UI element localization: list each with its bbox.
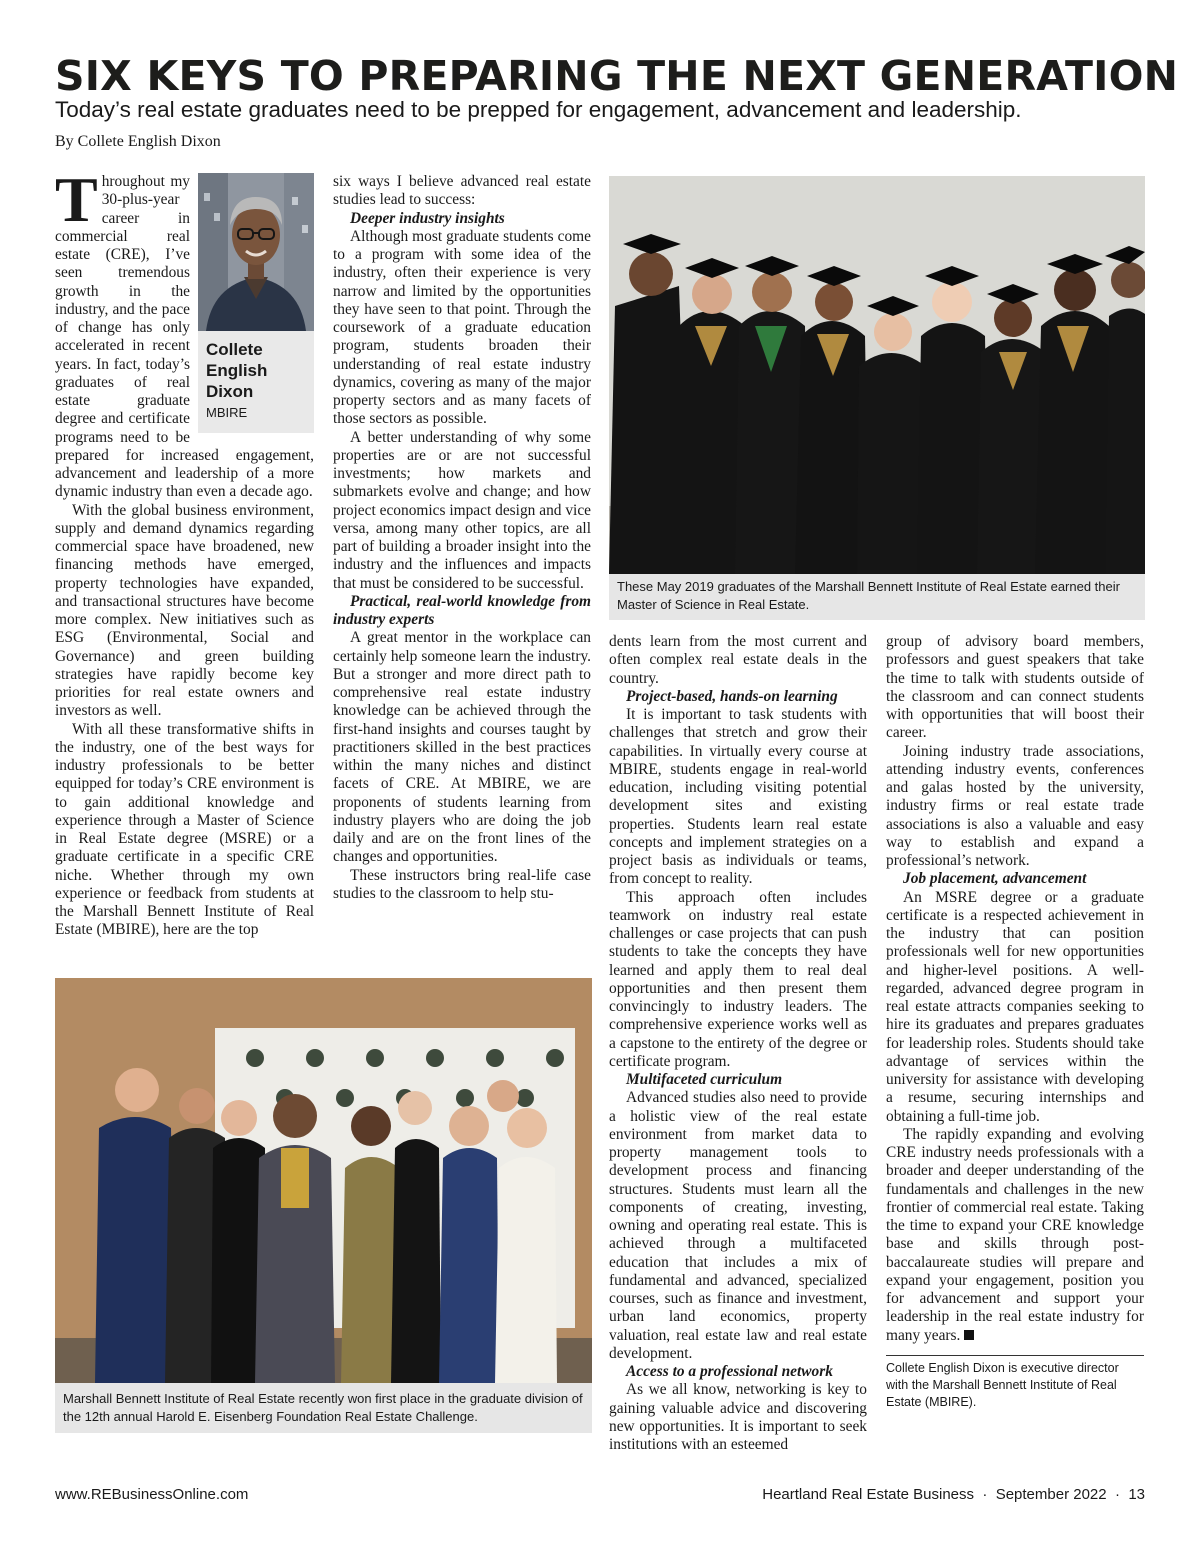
paragraph: It is important to task students with challenges that stretch and grow their capabilities. In virtually every course at MBIRE, students engage in real-world education, including visiting potential development sites and existing properties. Students learn real estate concepts and implement strategies on a project basis as individuals or teams, from concept to reality. — [609, 706, 867, 888]
competition-winners-photo — [55, 978, 592, 1433]
paragraph: An MSRE degree or a graduate certificate is a respected achievement in the industry that can position professionals well for new opportunities and higher-level positions. A well-regarded, advanced degree program in real estate attracts companies seeking to hire its graduates and prepares graduates for leadership roles. Students should take advantage of services within the university for assistance with developing a resume, securing internships and obtaining a full-time job. — [886, 888, 1144, 1125]
footer-separator: · — [982, 1486, 988, 1503]
footer-page-number: 13 — [1128, 1486, 1145, 1503]
paragraph: This approach often includes teamwork on industry real estate challenges or case projects that can push students to take the concepts they have learned and apply them to real deal opportunities and then present them convincingly to industry leaders. The comprehensive experience works well as a capstone to the entirety of the degree or certificate program. — [609, 888, 867, 1070]
column-2 — [333, 173, 591, 903]
paragraph: As we all know, networking is key to gaining valuable advice and discovering new opportunities. It is important to seek institutions with an esteemed — [609, 1381, 867, 1453]
paragraph: With the global business environment, supply and demand dynamics regarding commercial space have broadened, new financing methods have emerged, property technologies have expanded, and transactional structures have become more complex. New initiatives such as ESG (Environmental, Social and Governance) and green building strategies have rapidly become key priorities for real estate owners and investors as well. — [55, 501, 314, 720]
paragraph: Although most graduate students come to a program with some idea of the industry, often their experience is very narrow and limited by the opportunities they have seen to that point. Through the coursework of a graduate education program, students broaden their understanding of real estate industry dynamics, covering as many of the major property sectors and as many facets of those sectors as possible. — [333, 227, 591, 428]
subhead-deeper-insights: Deeper industry insights — [350, 209, 505, 227]
column-1 — [55, 164, 314, 940]
subhead-job-placement: Job placement, advancement — [903, 870, 1087, 888]
byline: By Collete English Dixon — [55, 133, 221, 150]
graduates-photo-caption: These May 2019 graduates of the Marshall Bennett Institute of Real Estate earned their Master of Science in Real Estate. — [609, 574, 1145, 620]
footer-issue: September 2022 — [995, 1486, 1107, 1503]
column-3 — [609, 633, 867, 1454]
end-mark-icon — [964, 1330, 974, 1340]
column-4 — [886, 633, 1144, 1345]
drop-cap: T — [55, 164, 98, 235]
headline: SIX KEYS TO PREPARING THE NEXT GENERATION — [55, 52, 1179, 100]
paragraph: A better understanding of why some properties are or are not successful investments; how markets and submarkets evolve and change; and how project economics impact design and vice versa, among many other topics, are all part of building a broader insight into the industry and the influences and impacts that must be considered to be successful. — [333, 428, 591, 592]
paragraph: With all these transformative shifts in the industry, one of the best ways for industry professionals to be better equipped for today’s CRE environment is to gain additional knowledge and experience through a Master of Science in Real Estate degree (MSRE) or a graduate certificate in a specific CRE niche. Whether through my own experience or feedback from students at the Marshall Bennett Institute of Real Estate (MBIRE), here are the top — [55, 720, 314, 939]
paragraph: These instructors bring real-life case studies to the classroom to help stu- — [333, 866, 591, 902]
paragraph: six ways I believe advanced real estate studies lead to success: — [333, 173, 591, 209]
portrait-name: Collete English Dixon — [206, 340, 268, 401]
subheadline: Today’s real estate graduates need to be prepped for engagement, advancement and leadership. — [55, 97, 1022, 122]
footer-publication-info — [762, 1485, 1145, 1505]
subhead-real-world-knowledge: Practical, real-world knowledge from industry experts — [333, 592, 591, 628]
paragraph: group of advisory board members, professors and guest speakers that take the time to talk with students outside of the classroom and can connect students with opportunities that will boost their career. — [886, 633, 1144, 742]
paragraph: Advanced studies also need to provide a holistic view of the real estate environment from market data to property management tools to development process and financing structures. Students must learn all the components of creating, investing, owning and operating real estate. This is achieved through a multifaceted education that includes a mix of fundamental and advanced, specialized courses, such as finance and investment, urban land economics, property valuation, real estate law and real estate development. — [609, 1089, 867, 1362]
paragraph: A great mentor in the workplace can certainly help someone learn the industry. But a stronger and more direct path to comprehensive real estate industry knowledge can be achieved through the first-hand insights and courses taught by practitioners skilled in the best practices within the many niches and distinct facets of CRE. At MBIRE, we are proponents of students learning from industry players who are doing the job daily and are on the front lines of the changes and opportunities. — [333, 629, 591, 866]
competition-winners-photo-caption: Marshall Bennett Institute of Real Estate recently won first place in the graduate division of the 12th annual Harold E. Eisenberg Foundation Real Estate Challenge. — [55, 1383, 592, 1433]
graduates-photo — [609, 176, 1145, 620]
author-bio: Collete English Dixon is executive director with the Marshall Bennett Institute of Real Estate (MBIRE). — [886, 1355, 1144, 1411]
portrait-affiliation: MBIRE — [206, 405, 248, 420]
graduates-photo-image — [609, 176, 1145, 574]
footer-publication: Heartland Real Estate Business — [762, 1486, 975, 1503]
paragraph: Joining industry trade associations, attending industry events, conferences and galas hosted by the university, industry firms or real estate trade associations is also a valuable and easy way to establish and expand a professional’s network. — [886, 742, 1144, 869]
author-photo — [198, 173, 314, 331]
subhead-multifaceted-curriculum: Multifaceted curriculum — [626, 1071, 783, 1088]
paragraph: dents learn from the most current and often complex real estate deals in the country. — [609, 633, 867, 687]
competition-winners-photo-image — [55, 978, 592, 1383]
subhead-professional-network: Access to a professional network — [626, 1363, 833, 1380]
intro-paragraph: Throughout my 30-plus-year career in commercial real estate (CRE), I’ve seen tremendous growth in the industry, and the pace of change has only accelerated in recent years. In fact, today’s graduates of real estate graduate degree and certificate programs need to be prepared for increased engagement, advancement and leadership of a more dynamic industry than even a decade ago. — [55, 164, 314, 501]
closing-paragraph: The rapidly expanding and evolving CRE industry needs professionals with a broader and deeper understanding of the fundamentals and challenges in the new frontier of commercial real estate. Taking the time to expand your CRE knowledge base and skills through post-baccalaureate studies will prepare and expand your engagement, position you for advancement and support your leadership in the real estate industry for many years. — [886, 1125, 1144, 1344]
author-portrait — [198, 173, 314, 433]
footer-website: www.REBusinessOnline.com — [55, 1486, 249, 1503]
subhead-project-based-learning: Project-based, hands-on learning — [626, 687, 838, 705]
footer-separator: · — [1114, 1486, 1120, 1503]
